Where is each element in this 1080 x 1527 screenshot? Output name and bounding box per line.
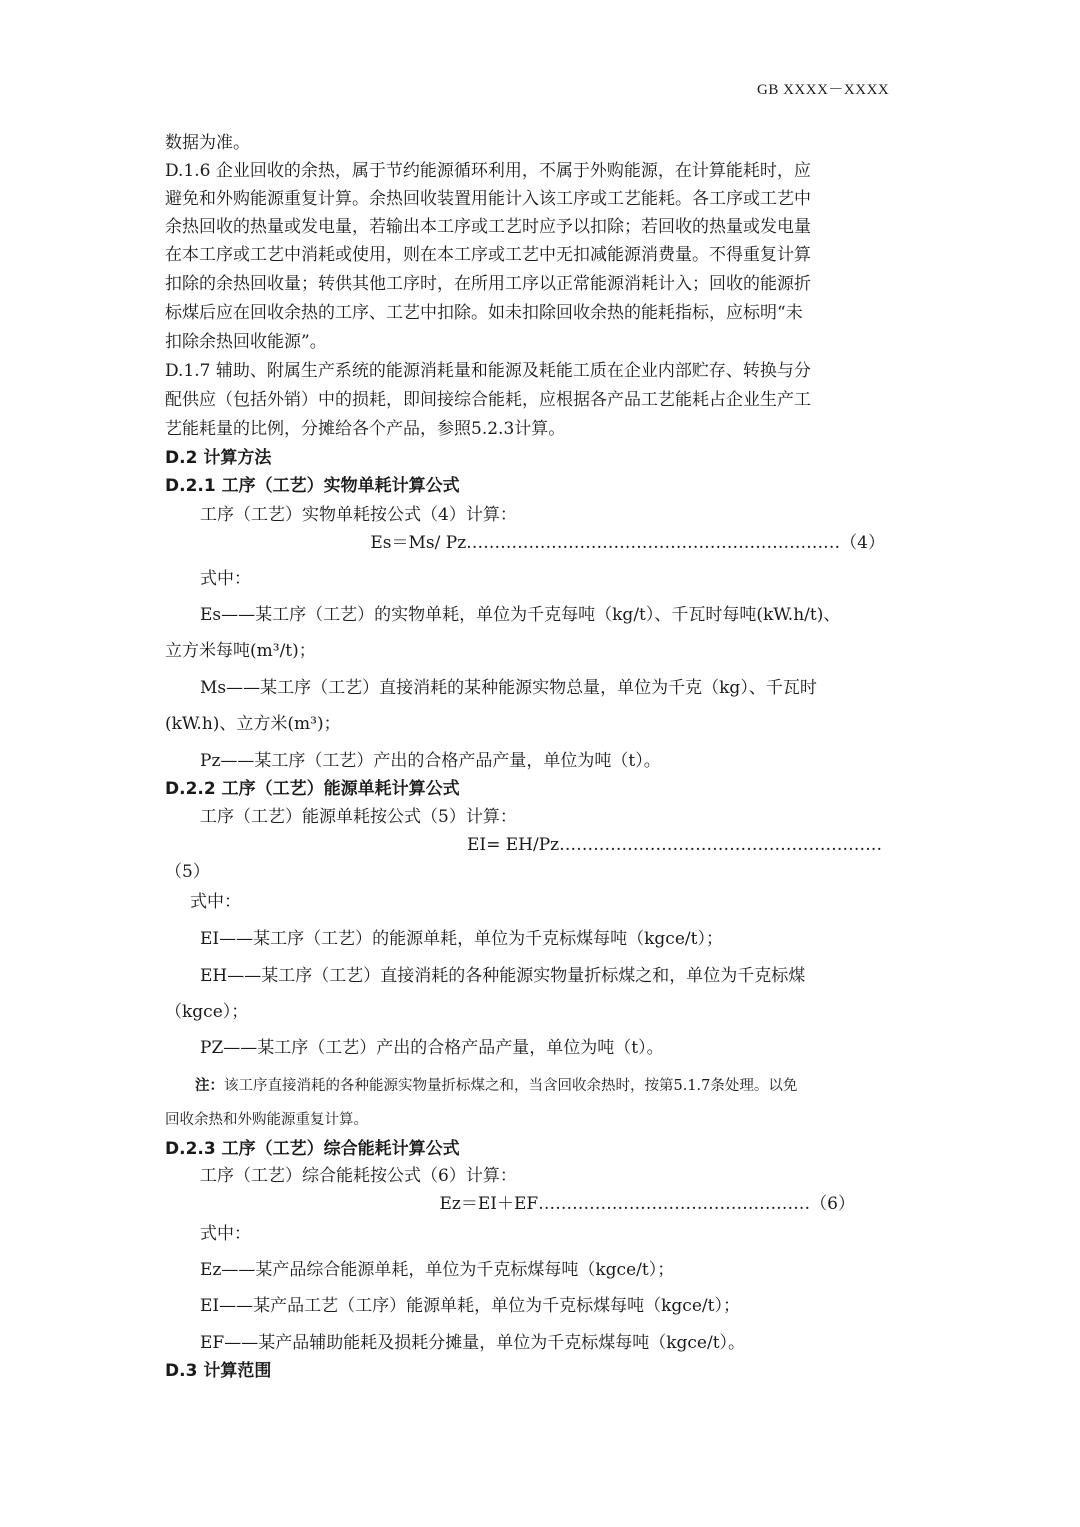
definition-ei: EI——某产品工艺（工序）能源单耗，单位为千克标煤每吨（kgce/t）； xyxy=(200,1296,740,1316)
definition-ez: Ez——某产品综合能源单耗，单位为千克标煤每吨（kgce/t）； xyxy=(200,1260,675,1280)
definition-pz: Pz——某工序（工艺）产出的合格产品产量，单位为吨（t）。 xyxy=(200,751,661,771)
formula-6: Ez＝EI＋EF…………………………………………（6） xyxy=(439,1194,855,1214)
section-heading-d-2-1: D.2.1 工序（工艺）实物单耗计算公式 xyxy=(165,476,460,496)
formula-5: EI= EH/Pz………………………………………………… xyxy=(467,835,883,855)
definition-ef: EF——某产品辅助能耗及损耗分摊量，单位为千克标煤每吨（kgce/t）。 xyxy=(200,1333,746,1353)
paragraph-line: (kW.h)、立方米(m³)； xyxy=(165,714,341,734)
section-heading-d-2-3: D.2.3 工序（工艺）综合能耗计算公式 xyxy=(165,1139,460,1159)
document-number: GB XXXX－XXXX xyxy=(757,82,890,98)
formula-where: 式中： xyxy=(200,569,251,589)
definition-ei: EI——某工序（工艺）的能源单耗，单位为千克标煤每吨（kgce/t）； xyxy=(200,929,723,949)
section-heading-d-3: D.3 计算范围 xyxy=(165,1361,272,1381)
note-text: 该工序直接消耗的各种能源实物量折标煤之和，当含回收余热时，按第5.1.7条处理。以免 xyxy=(224,1078,798,1094)
note-line xyxy=(195,1074,797,1098)
paragraph-line: 数据为准。 xyxy=(165,133,250,153)
section-heading-d-2: D.2 计算方法 xyxy=(165,448,272,468)
paragraph-line: 扣除余热回收能源”。 xyxy=(165,332,327,352)
paragraph-line: 扣除的余热回收量；转供其他工序时，在所用工序以正常能源消耗计入；回收的能源折 xyxy=(165,274,811,294)
formula-where: 式中： xyxy=(200,1224,251,1244)
paragraph-line: 在本工序或工艺中消耗或使用，则在本工序或工艺中无扣减能源消费量。不得重复计算 xyxy=(165,245,811,265)
definition-es: Es——某工序（工艺）的实物单耗，单位为千克每吨（kg/t）、千瓦时每吨(kW.h/t)、 xyxy=(200,605,841,625)
paragraph-line: （kgce）； xyxy=(165,1002,249,1022)
note-label: 注： xyxy=(195,1078,224,1094)
paragraph-line: 艺能耗量的比例，分摊给各个产品，参照5.2.3计算。 xyxy=(165,419,566,439)
paragraph-line: 工序（工艺）综合能耗按公式（6）计算： xyxy=(200,1166,517,1186)
formula-where: 式中： xyxy=(190,892,241,912)
paragraph-line: 工序（工艺）能源单耗按公式（5）计算： xyxy=(200,807,517,827)
paragraph-line: 配供应（包括外销）中的损耗，即间接综合能耗，应根据各产品工艺能耗占企业生产工 xyxy=(165,390,811,410)
note-line: 回收余热和外购能源重复计算。 xyxy=(165,1112,368,1128)
formula-4: Es＝Ms/ Pz…………………………………………………………（4） xyxy=(370,533,885,553)
paragraph-line: 标煤后应在回收余热的工序、工艺中扣除。如未扣除回收余热的能耗指标，应标明“未 xyxy=(165,303,803,323)
definition-ms: Ms——某工序（工艺）直接消耗的某种能源实物总量，单位为千克（kg）、千瓦时 xyxy=(200,678,817,698)
paragraph-line: 避免和外购能源重复计算。余热回收装置用能计入该工序或工艺能耗。各工序或工艺中 xyxy=(165,189,811,209)
paragraph-line: 工序（工艺）实物单耗按公式（4）计算： xyxy=(200,505,517,525)
clause-d-1-7: D.1.7 辅助、附属生产系统的能源消耗量和能源及耗能工质在企业内部贮存、转换与分 xyxy=(165,361,811,381)
definition-pz: PZ——某工序（工艺）产出的合格产品产量，单位为吨（t）。 xyxy=(200,1038,664,1058)
section-heading-d-2-2: D.2.2 工序（工艺）能源单耗计算公式 xyxy=(165,779,460,799)
clause-d-1-6: D.1.6 企业回收的余热，属于节约能源循环利用，不属于外购能源，在计算能耗时，应 xyxy=(165,161,811,181)
definition-eh: EH——某工序（工艺）直接消耗的各种能源实物量折标煤之和，单位为千克标煤 xyxy=(200,966,806,986)
paragraph-line: 立方米每吨(m³/t)； xyxy=(165,641,316,661)
paragraph-line: 余热回收的热量或发电量，若输出本工序或工艺时应予以扣除；若回收的热量或发电量 xyxy=(165,217,811,237)
formula-5-number: （5） xyxy=(165,862,210,882)
